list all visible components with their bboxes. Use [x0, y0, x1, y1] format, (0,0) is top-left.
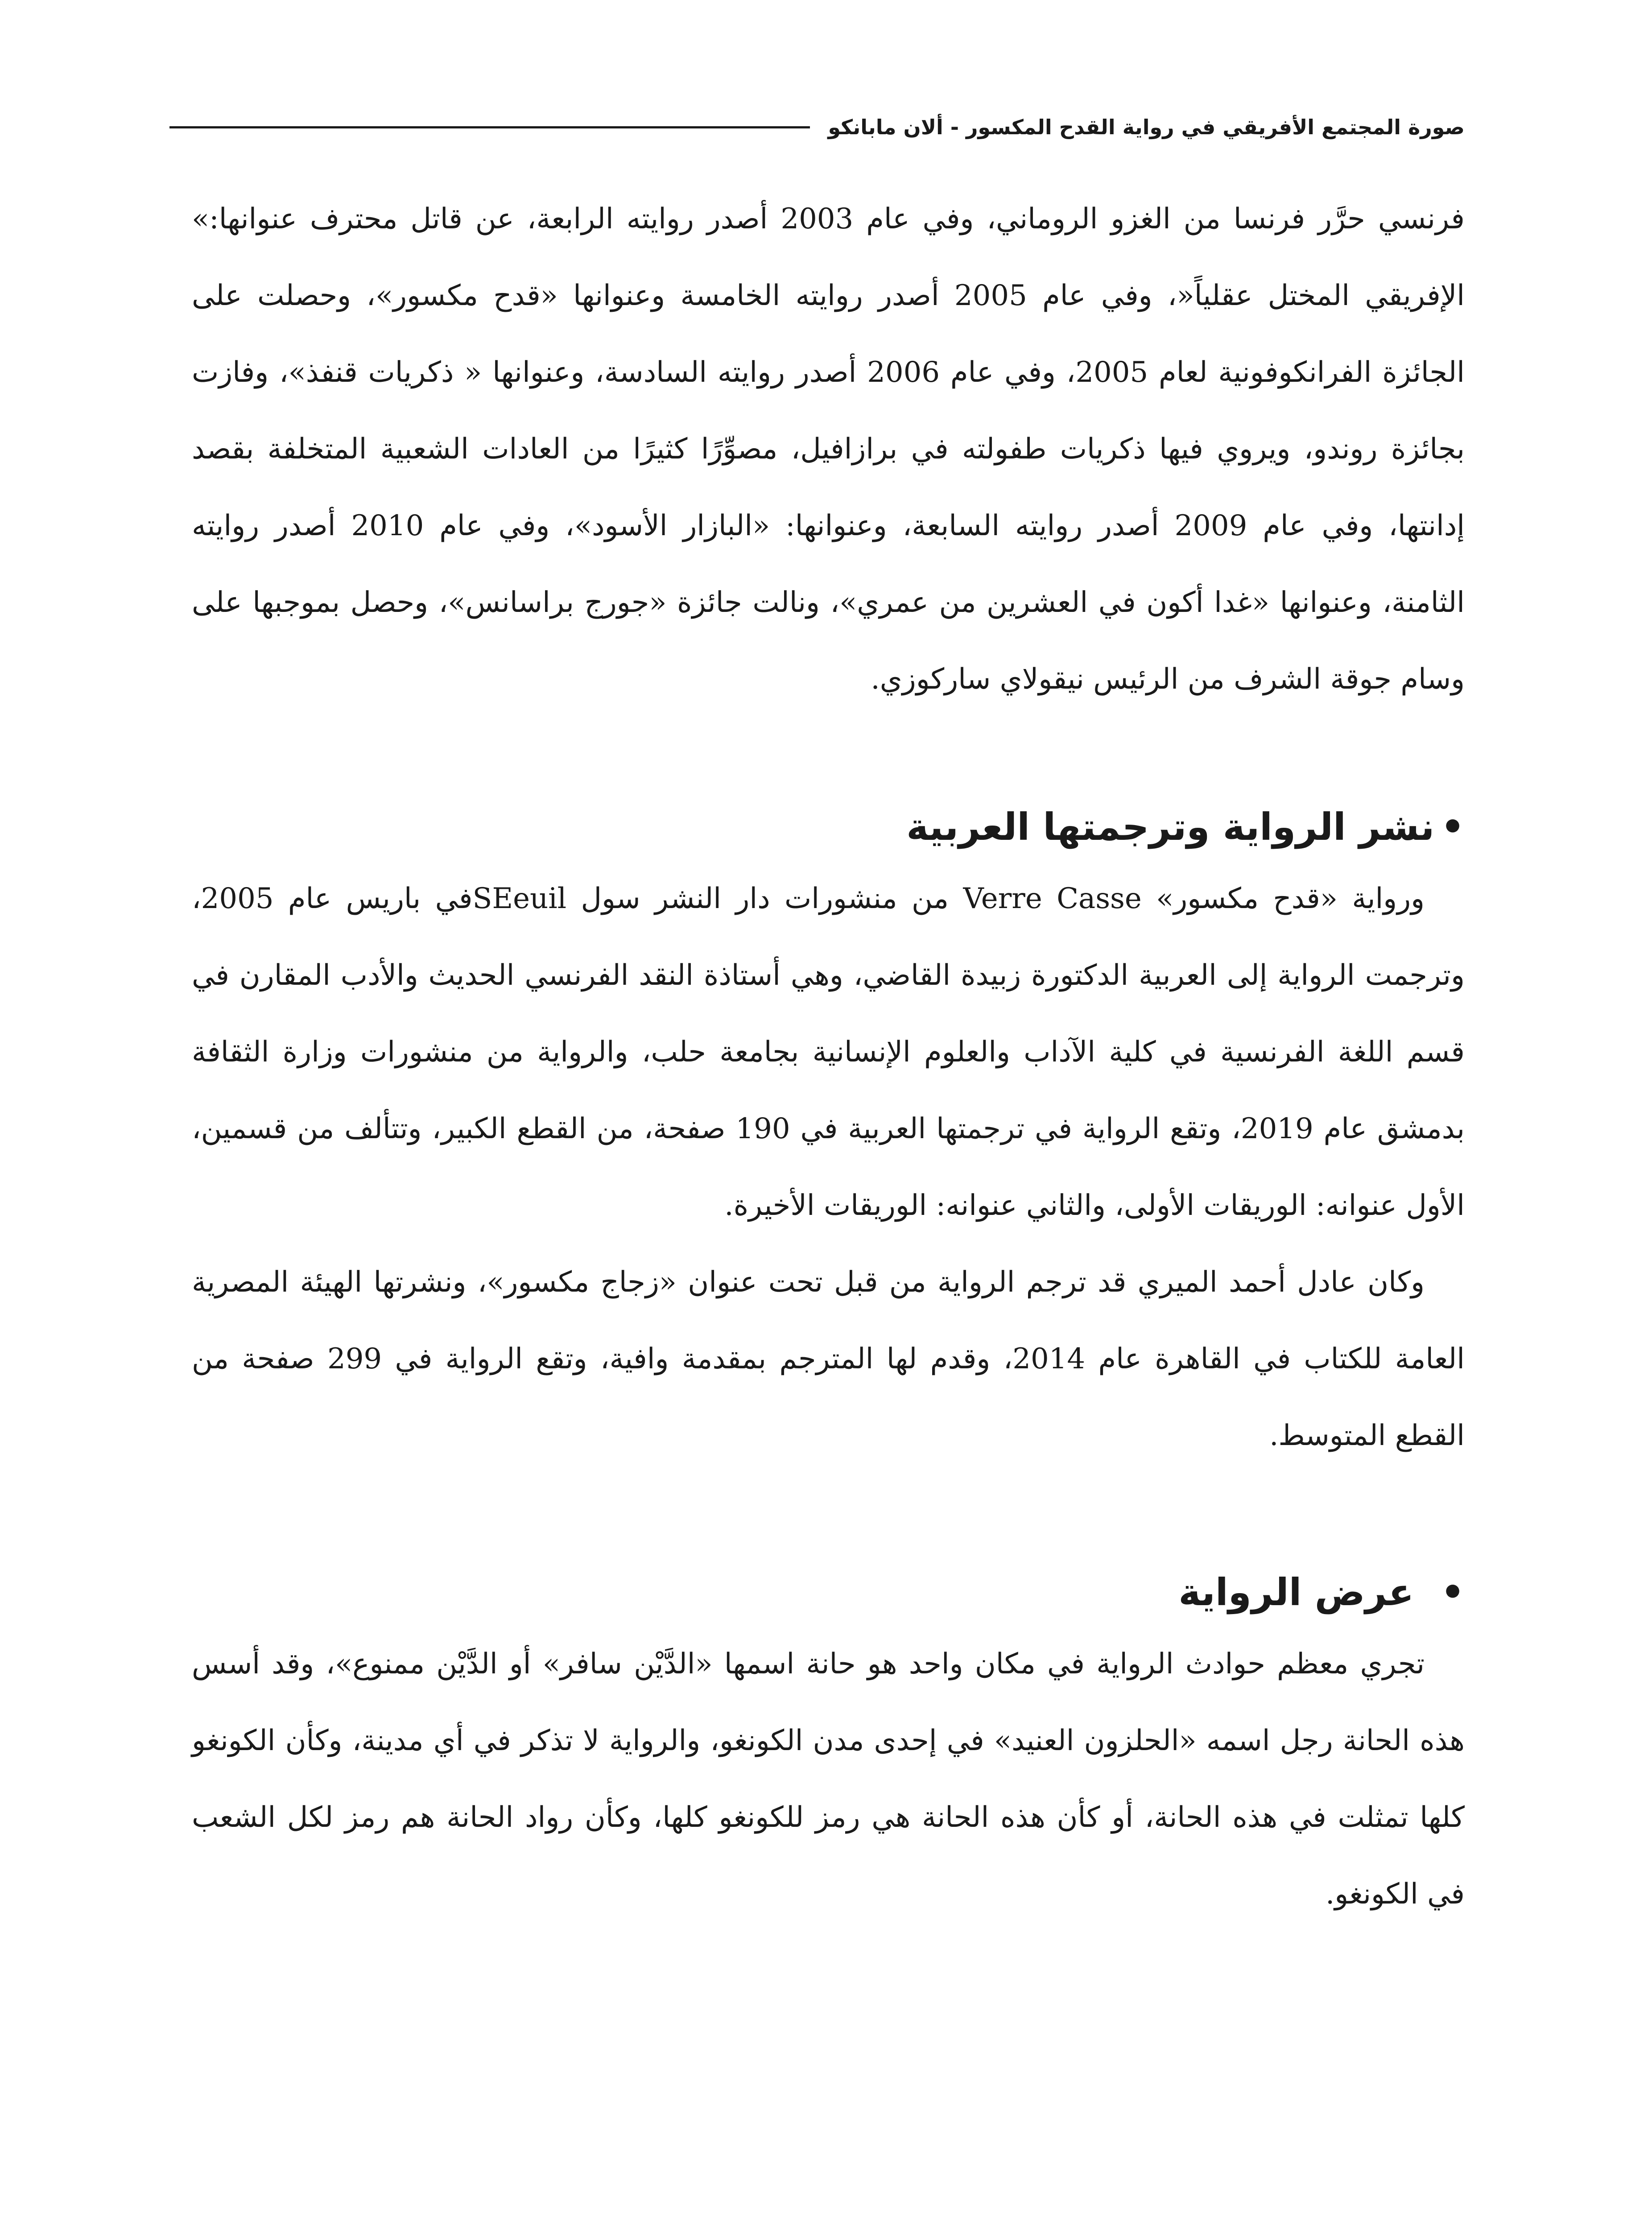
- section-bullet: •: [1441, 805, 1465, 849]
- section-bullet: •: [1441, 1570, 1465, 1614]
- article-body: [192, 181, 1465, 1933]
- running-header-title: صورة المجتمع الأفريقي في رواية القدح المكسور - ألان مابانكو: [828, 115, 1465, 139]
- section-heading-text: عرض الرواية: [1178, 1570, 1414, 1614]
- section-heading-overview: [192, 1559, 1465, 1626]
- header-rule: [169, 126, 810, 128]
- publication-paragraph-2: وكان عادل أحمد الميري قد ترجم الرواية من قبل تحت عنوان «زجاج مكسور»، ونشرتها الهيئة المصرية العامة للكتاب في القاهرة عام 2014، وقدم لها المترجم بمقدمة وافية، وتقع الرواية في 299 صفحة من القطع المتوسط.: [192, 1266, 1465, 1452]
- section-heading-text: نشر الرواية وترجمتها العربية: [906, 805, 1435, 849]
- section-heading-publication: [192, 793, 1465, 860]
- intro-paragraph: فرنسي حرَّر فرنسا من الغزو الروماني، وفي عام 2003 أصدر روايته الرابعة، عن قاتل محترف عنوانها:» الإفريقي المختل عقلياً«، وفي عام 2005 أصدر روايته الخامسة وعنوانها «قدح مكسور»، وحصلت على الجائزة الفرانكوفونية لعام 2005، وفي عام 2006 أصدر روايته السادسة، وعنوانها « ذكريات قنفذ»، وفازت بجائزة روندو، ويروي فيها ذكريات طفولته في برازافيل، مصوِّرًا كثيرًا من العادات الشعبية المتخلفة بقصد إدانتها، وفي عام 2009 أصدر روايته السابعة، وعنوانها: «البازار الأسود»، وفي عام 2010 أصدر روايته الثامنة، وعنوانها «غدا أكون في العشرين من عمري»، ونالت جائزة «جورج براسانس»، وحصل بموجبها على وسام جوقة الشرف من الرئيس نيقولاي ساركوزي.: [192, 202, 1465, 696]
- publication-paragraph-1: ورواية «قدح مكسور» Verre Casse من منشورات دار النشر سول SEeuilفي باريس عام 2005، وترجمت الرواية إلى العربية الدكتورة زبيدة القاضي، وهي أستاذة النقد الفرنسي الحديث والأدب المقارن في قسم اللغة الفرنسية في كلية الآداب والعلوم الإنسانية بجامعة حلب، والرواية من منشورات وزارة الثقافة بدمشق عام 2019، وتقع الرواية في ترجمتها العربية في 190 صفحة، من القطع الكبير، وتتألف من قسمين، الأول عنوانه: الوريقات الأولى، والثاني عنوانه: الوريقات الأخيرة.: [192, 882, 1465, 1222]
- overview-paragraph-1: تجري معظم حوادث الرواية في مكان واحد هو حانة اسمها «الدَّيْن سافر» أو الدَّيْن ممنوع»، وقد أسس هذه الحانة رجل اسمه «الحلزون العنيد» في إحدى مدن الكونغو، والرواية لا تذكر في أي مدينة، وكأن الكونغو كلها تمثلت في هذه الحانة، أو كأن هذه الحانة هي رمز للكونغو كلها، وكأن رواد الحانة هم رمز لكل الشعب في الكونغو.: [192, 1648, 1465, 1911]
- running-header: [169, 107, 1465, 147]
